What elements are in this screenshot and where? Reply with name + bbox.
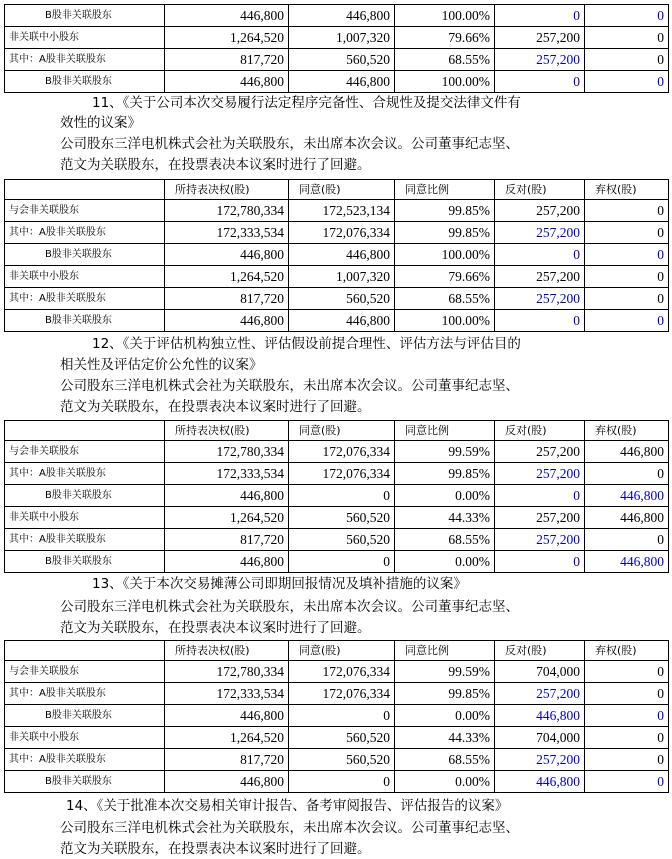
header-blank-cell <box>5 180 165 200</box>
cell-value: 446,800 <box>585 485 669 507</box>
cell-value: 0 <box>289 485 395 507</box>
cell-value: 446,800 <box>165 244 289 266</box>
cell-value: 68.55% <box>395 288 495 310</box>
cell-value: 99.85% <box>395 463 495 485</box>
row-label: B股非关联股东 <box>5 71 165 93</box>
cell-value: 1,264,520 <box>165 266 289 288</box>
cell-value: 172,076,334 <box>289 683 395 705</box>
cell-value: 1,264,520 <box>165 27 289 49</box>
table-row <box>5 463 669 485</box>
cell-value: 0 <box>585 661 669 683</box>
row-label: B股非关联股东 <box>5 5 165 27</box>
cell-value: 68.55% <box>395 529 495 551</box>
header-blank-cell <box>5 641 165 661</box>
cell-value: 446,800 <box>585 441 669 463</box>
cell-value: 446,800 <box>165 705 289 727</box>
cell-value: 172,076,334 <box>289 463 395 485</box>
cell-value: 0.00% <box>395 771 495 793</box>
cell-value: 0 <box>585 244 669 266</box>
table-row <box>5 661 669 683</box>
cell-value: 99.59% <box>395 661 495 683</box>
cell-value: 0 <box>289 551 395 573</box>
row-label: 其中：A股非关联股东 <box>5 683 165 705</box>
row-label: 与会非关联股东 <box>5 661 165 683</box>
table-row <box>5 727 669 749</box>
cell-value: 257,200 <box>495 507 585 529</box>
cell-value: 0 <box>585 529 669 551</box>
row-label: 其中：A股非关联股东 <box>5 49 165 71</box>
cell-value: 0 <box>585 771 669 793</box>
cell-value: 99.85% <box>395 200 495 222</box>
column-header: 反对(股) <box>495 180 585 200</box>
vote-table-body <box>5 5 669 93</box>
row-label: 非关联中小股东 <box>5 27 165 49</box>
cell-value: 817,720 <box>165 288 289 310</box>
column-header: 同意比例 <box>395 421 495 441</box>
row-label: 其中：A股非关联股东 <box>5 288 165 310</box>
cell-value: 446,800 <box>289 71 395 93</box>
cell-value: 99.85% <box>395 222 495 244</box>
cell-value: 257,200 <box>495 288 585 310</box>
table-row <box>5 441 669 463</box>
cell-value: 446,800 <box>585 507 669 529</box>
section-11-title: 11、《关于公司本次交易履行法定程序完备性、合规性及提交法律文件有 <box>92 95 521 111</box>
section-14-para: 公司股东三洋电机株式会社为关联股东，未出席本次会议。公司董事纪志坚、 <box>60 820 519 836</box>
cell-value: 0 <box>289 705 395 727</box>
cell-value: 0 <box>585 749 669 771</box>
cell-value: 446,800 <box>165 5 289 27</box>
table-row <box>5 485 669 507</box>
table-row <box>5 310 669 332</box>
header-blank-cell <box>5 421 165 441</box>
cell-value: 172,523,134 <box>289 200 395 222</box>
table-header-row <box>5 421 669 441</box>
section-12-para-cont: 范文为关联股东，在投票表决本议案时进行了回避。 <box>60 399 371 415</box>
cell-value: 560,520 <box>289 288 395 310</box>
cell-value: 704,000 <box>495 661 585 683</box>
column-header: 同意(股) <box>289 421 395 441</box>
cell-value: 817,720 <box>165 529 289 551</box>
section-11-para-cont: 范文为关联股东，在投票表决本议案时进行了回避。 <box>60 157 371 173</box>
column-header: 弃权(股) <box>585 180 669 200</box>
row-label: B股非关联股东 <box>5 771 165 793</box>
section-12-title: 12、《关于评估机构独立性、评估假设前提合理性、评估方法与评估目的 <box>92 336 521 352</box>
cell-value: 0 <box>585 49 669 71</box>
cell-value: 172,076,334 <box>289 222 395 244</box>
table-row <box>5 222 669 244</box>
cell-value: 172,076,334 <box>289 441 395 463</box>
cell-value: 1,007,320 <box>289 27 395 49</box>
table-row <box>5 749 669 771</box>
cell-value: 0 <box>585 683 669 705</box>
row-label: B股非关联股东 <box>5 244 165 266</box>
section-14-para-cont: 范文为关联股东，在投票表决本议案时进行了回避。 <box>60 841 371 857</box>
column-header: 弃权(股) <box>585 641 669 661</box>
cell-value: 100.00% <box>395 5 495 27</box>
row-label: 其中：A股非关联股东 <box>5 222 165 244</box>
cell-value: 79.66% <box>395 27 495 49</box>
cell-value: 0.00% <box>395 485 495 507</box>
column-header: 同意(股) <box>289 180 395 200</box>
cell-value: 100.00% <box>395 310 495 332</box>
table-row <box>5 771 669 793</box>
cell-value: 446,800 <box>585 551 669 573</box>
row-label: B股非关联股东 <box>5 705 165 727</box>
cell-value: 0 <box>495 244 585 266</box>
column-header: 所持表决权(股) <box>165 641 289 661</box>
cell-value: 172,076,334 <box>289 661 395 683</box>
cell-value: 257,200 <box>495 222 585 244</box>
cell-value: 0 <box>495 551 585 573</box>
cell-value: 257,200 <box>495 749 585 771</box>
vote-table-12 <box>4 420 669 573</box>
cell-value: 172,333,534 <box>165 683 289 705</box>
cell-value: 0 <box>289 771 395 793</box>
cell-value: 446,800 <box>165 71 289 93</box>
cell-value: 0 <box>495 5 585 27</box>
table-header-row <box>5 641 669 661</box>
cell-value: 704,000 <box>495 727 585 749</box>
table-header-row <box>5 180 669 200</box>
section-12-para: 公司股东三洋电机株式会社为关联股东，未出席本次会议。公司董事纪志坚、 <box>60 378 519 394</box>
table-row <box>5 27 669 49</box>
cell-value: 172,780,334 <box>165 661 289 683</box>
cell-value: 79.66% <box>395 266 495 288</box>
cell-value: 0 <box>495 310 585 332</box>
table-row <box>5 705 669 727</box>
section-13-para-cont: 范文为关联股东，在投票表决本议案时进行了回避。 <box>60 620 371 636</box>
cell-value: 0 <box>585 27 669 49</box>
cell-value: 0 <box>585 266 669 288</box>
row-label: 其中：A股非关联股东 <box>5 463 165 485</box>
table-row <box>5 288 669 310</box>
section-13-title: 13、《关于本次交易摊薄公司即期回报情况及填补措施的议案》 <box>92 576 467 592</box>
cell-value: 560,520 <box>289 749 395 771</box>
cell-value: 1,264,520 <box>165 727 289 749</box>
vote-table-body <box>5 441 669 573</box>
section-12-title-cont: 相关性及评估定价公允性的议案》 <box>60 357 263 373</box>
row-label: B股非关联股东 <box>5 551 165 573</box>
cell-value: 100.00% <box>395 244 495 266</box>
cell-value: 0 <box>495 485 585 507</box>
cell-value: 0 <box>585 288 669 310</box>
row-label: 非关联中小股东 <box>5 727 165 749</box>
cell-value: 0 <box>585 71 669 93</box>
cell-value: 446,800 <box>495 771 585 793</box>
section-13-para: 公司股东三洋电机株式会社为关联股东，未出席本次会议。公司董事纪志坚、 <box>60 599 519 615</box>
column-header: 同意(股) <box>289 641 395 661</box>
vote-table-11 <box>4 179 669 332</box>
table-row <box>5 49 669 71</box>
cell-value: 257,200 <box>495 200 585 222</box>
cell-value: 817,720 <box>165 49 289 71</box>
column-header: 同意比例 <box>395 180 495 200</box>
cell-value: 1,264,520 <box>165 507 289 529</box>
table-row <box>5 266 669 288</box>
cell-value: 446,800 <box>289 310 395 332</box>
cell-value: 446,800 <box>165 485 289 507</box>
row-label: 与会非关联股东 <box>5 200 165 222</box>
cell-value: 0.00% <box>395 705 495 727</box>
table-row <box>5 551 669 573</box>
section-14-title: 14、《关于批准本次交易相关审计报告、备考审阅报告、评估报告的议案》 <box>66 798 509 814</box>
row-label: 非关联中小股东 <box>5 507 165 529</box>
cell-value: 446,800 <box>165 771 289 793</box>
column-header: 所持表决权(股) <box>165 180 289 200</box>
cell-value: 560,520 <box>289 727 395 749</box>
cell-value: 446,800 <box>495 705 585 727</box>
vote-table-10 <box>4 4 669 93</box>
row-label: 其中：A股非关联股东 <box>5 749 165 771</box>
table-row <box>5 683 669 705</box>
cell-value: 172,780,334 <box>165 200 289 222</box>
column-header: 同意比例 <box>395 641 495 661</box>
cell-value: 0 <box>585 200 669 222</box>
table-row <box>5 200 669 222</box>
cell-value: 446,800 <box>289 5 395 27</box>
cell-value: 446,800 <box>165 551 289 573</box>
cell-value: 0 <box>585 705 669 727</box>
cell-value: 172,333,534 <box>165 463 289 485</box>
cell-value: 257,200 <box>495 49 585 71</box>
cell-value: 68.55% <box>395 49 495 71</box>
column-header: 反对(股) <box>495 421 585 441</box>
cell-value: 0 <box>585 222 669 244</box>
cell-value: 560,520 <box>289 507 395 529</box>
cell-value: 99.85% <box>395 683 495 705</box>
cell-value: 560,520 <box>289 49 395 71</box>
cell-value: 257,200 <box>495 266 585 288</box>
cell-value: 1,007,320 <box>289 266 395 288</box>
cell-value: 817,720 <box>165 749 289 771</box>
vote-table-body <box>5 661 669 793</box>
cell-value: 68.55% <box>395 749 495 771</box>
cell-value: 0 <box>585 5 669 27</box>
table-row <box>5 507 669 529</box>
cell-value: 446,800 <box>289 244 395 266</box>
cell-value: 257,200 <box>495 441 585 463</box>
column-header: 所持表决权(股) <box>165 421 289 441</box>
cell-value: 172,333,534 <box>165 222 289 244</box>
cell-value: 0 <box>585 463 669 485</box>
cell-value: 0 <box>585 310 669 332</box>
cell-value: 0 <box>495 71 585 93</box>
vote-table-body <box>5 200 669 332</box>
cell-value: 44.33% <box>395 507 495 529</box>
row-label: B股非关联股东 <box>5 310 165 332</box>
table-row <box>5 529 669 551</box>
table-row <box>5 5 669 27</box>
column-header: 反对(股) <box>495 641 585 661</box>
cell-value: 560,520 <box>289 529 395 551</box>
cell-value: 100.00% <box>395 71 495 93</box>
row-label: 非关联中小股东 <box>5 266 165 288</box>
row-label: 与会非关联股东 <box>5 441 165 463</box>
column-header: 弃权(股) <box>585 421 669 441</box>
section-11-para: 公司股东三洋电机株式会社为关联股东，未出席本次会议。公司董事纪志坚、 <box>60 136 519 152</box>
cell-value: 99.59% <box>395 441 495 463</box>
cell-value: 257,200 <box>495 683 585 705</box>
vote-table-13 <box>4 640 669 793</box>
cell-value: 0.00% <box>395 551 495 573</box>
cell-value: 446,800 <box>165 310 289 332</box>
row-label: 其中：A股非关联股东 <box>5 529 165 551</box>
cell-value: 257,200 <box>495 463 585 485</box>
cell-value: 257,200 <box>495 529 585 551</box>
cell-value: 0 <box>585 727 669 749</box>
table-row <box>5 71 669 93</box>
cell-value: 44.33% <box>395 727 495 749</box>
section-11-title-cont: 效性的议案》 <box>60 115 141 131</box>
row-label: B股非关联股东 <box>5 485 165 507</box>
cell-value: 172,780,334 <box>165 441 289 463</box>
cell-value: 257,200 <box>495 27 585 49</box>
table-row <box>5 244 669 266</box>
